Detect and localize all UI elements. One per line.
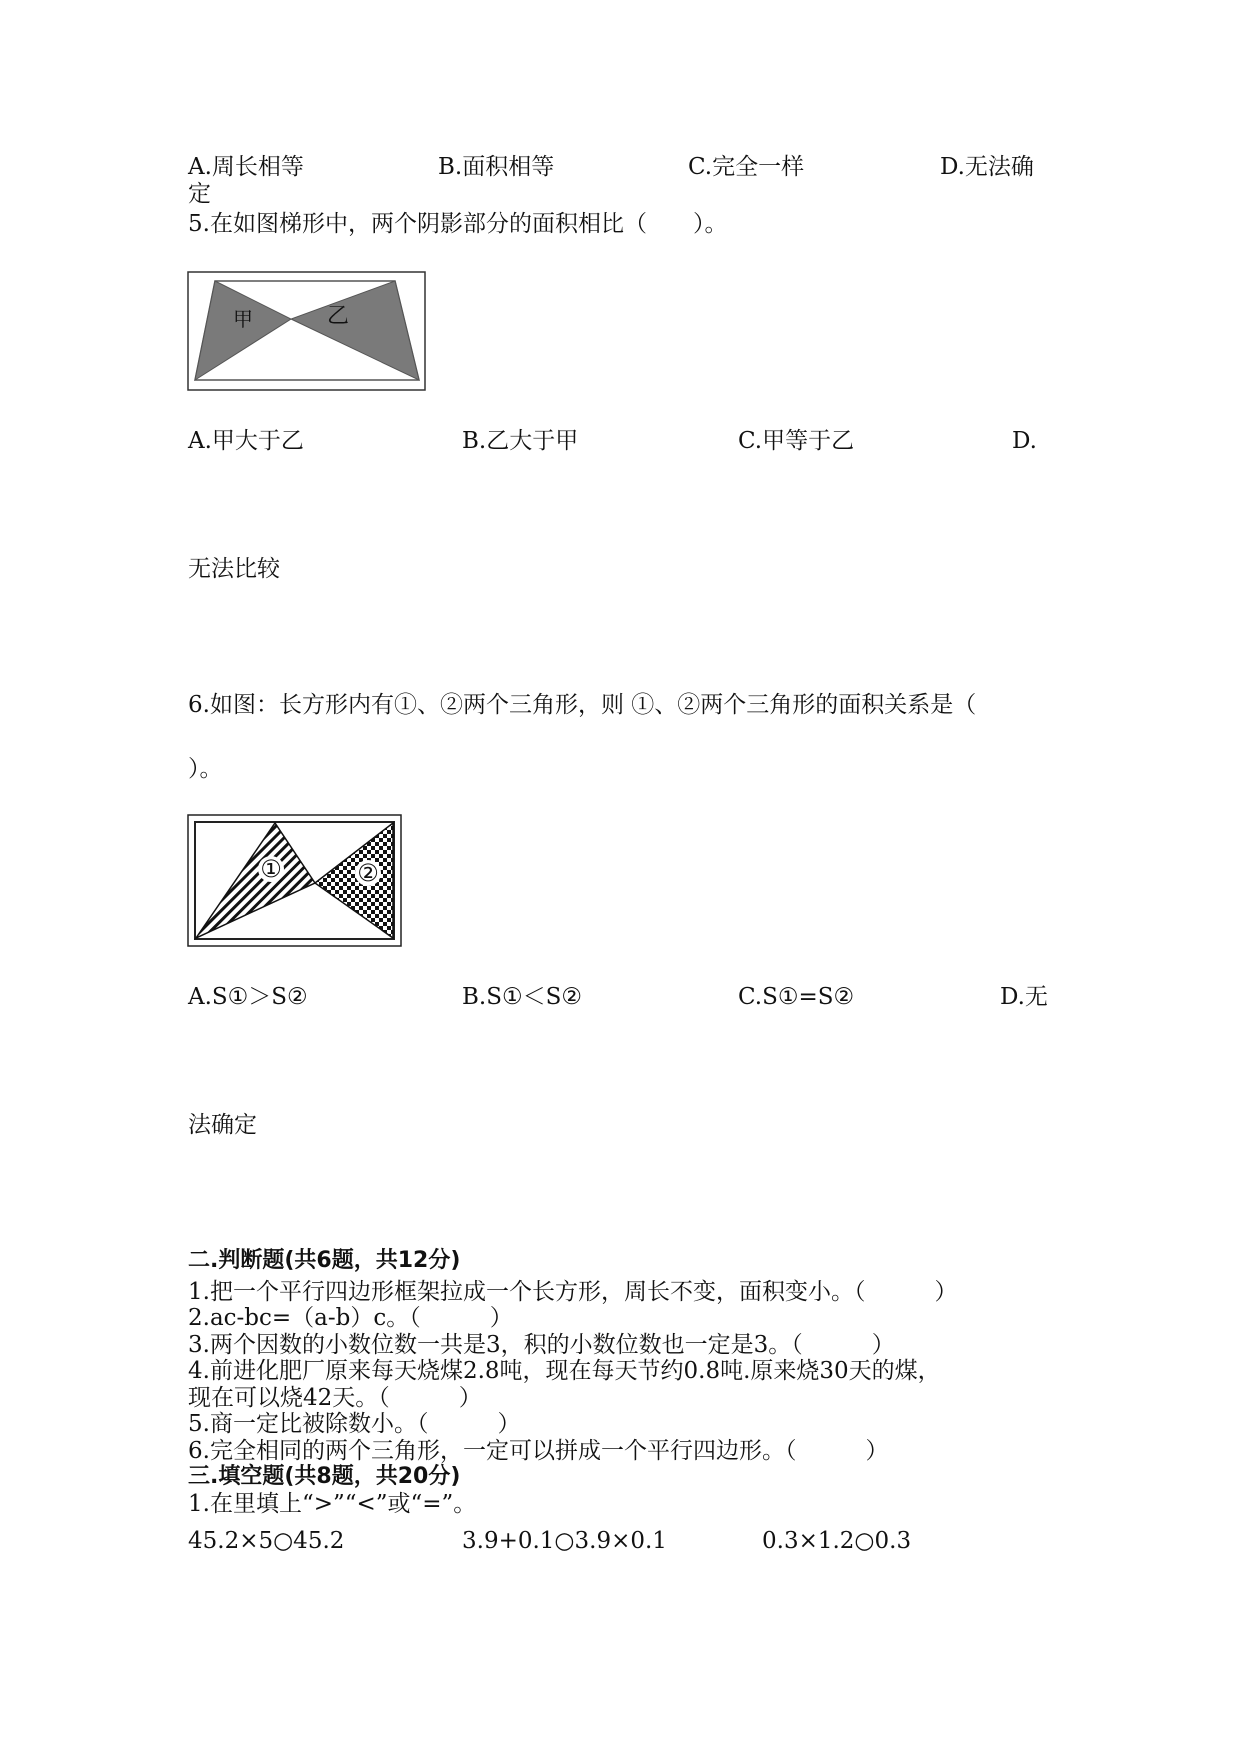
q4-option-b: B.面积相等 (438, 154, 555, 180)
q5-option-d: D. (1012, 428, 1037, 454)
q5-stem: 5.在如图梯形中，两个阴影部分的面积相比（ ）。 (188, 211, 728, 237)
section3-q1-item-3: 0.3×1.2○0.3 (762, 1528, 912, 1554)
q6-option-d: D.无 (1000, 984, 1048, 1010)
section2-item-1: 1.把一个平行四边形框架拉成一个长方形，周长不变，面积变小。（ ） (188, 1279, 958, 1305)
q4-option-d: D.无法确 (940, 154, 1034, 180)
q6-label-2: ② (357, 859, 379, 887)
q6-label-1: ① (260, 855, 282, 883)
q5-label-yi: 乙 (327, 304, 350, 329)
q5-option-a: A.甲大于乙 (188, 428, 304, 454)
q4-option-d-wrap: 定 (188, 181, 211, 207)
section2-item-6: 6.完全相同的两个三角形，一定可以拼成一个平行四边形。（ ） (188, 1438, 889, 1464)
q6-option-b: B.S①＜S② (462, 984, 582, 1010)
section2-title: 二.判断题(共6题，共12分) (188, 1248, 461, 1273)
section2-item-3: 3.两个因数的小数位数一共是3，积的小数位数也一定是3。（ ） (188, 1332, 895, 1358)
q5-option-d-wrap: 无法比较 (188, 556, 280, 582)
q5-label-jia: 甲 (233, 307, 253, 331)
q5-trapezoid-figure (187, 271, 427, 392)
q6-option-c: C.S①=S② (738, 984, 855, 1010)
q6-option-d-wrap: 法确定 (188, 1112, 257, 1138)
q4-option-a: A.周长相等 (188, 154, 304, 180)
section3-q1-stem: 1.在里填上“>”“<”或“=”。 (188, 1491, 477, 1517)
section3-q1-item-2: 3.9+0.1○3.9×0.1 (462, 1528, 667, 1554)
section3-q1-item-1: 45.2×5○45.2 (188, 1528, 345, 1554)
q6-rectangle-figure (187, 814, 403, 948)
section2-item-4-line1: 4.前进化肥厂原来每天烧煤2.8吨，现在每天节约0.8吨.原来烧30天的煤， (188, 1358, 941, 1384)
section2-item-4-line2: 现在可以烧42天。（ ） (188, 1385, 482, 1411)
q5-option-c: C.甲等于乙 (738, 428, 855, 454)
q6-option-a: A.S①＞S② (188, 984, 308, 1010)
q6-stem-line1: 6.如图：长方形内有①、②两个三角形，则 ①、②两个三角形的面积关系是（ (188, 692, 977, 718)
section2-item-5: 5.商一定比被除数小。（ ） (188, 1411, 521, 1437)
q4-option-c: C.完全一样 (688, 154, 805, 180)
q6-stem-line2: ）。 (188, 756, 223, 782)
section2-item-2: 2.ac-bc=（a-b）c。（ ） (188, 1305, 513, 1331)
q5-option-b: B.乙大于甲 (462, 428, 579, 454)
section3-title: 三.填空题(共8题，共20分) (188, 1464, 461, 1489)
